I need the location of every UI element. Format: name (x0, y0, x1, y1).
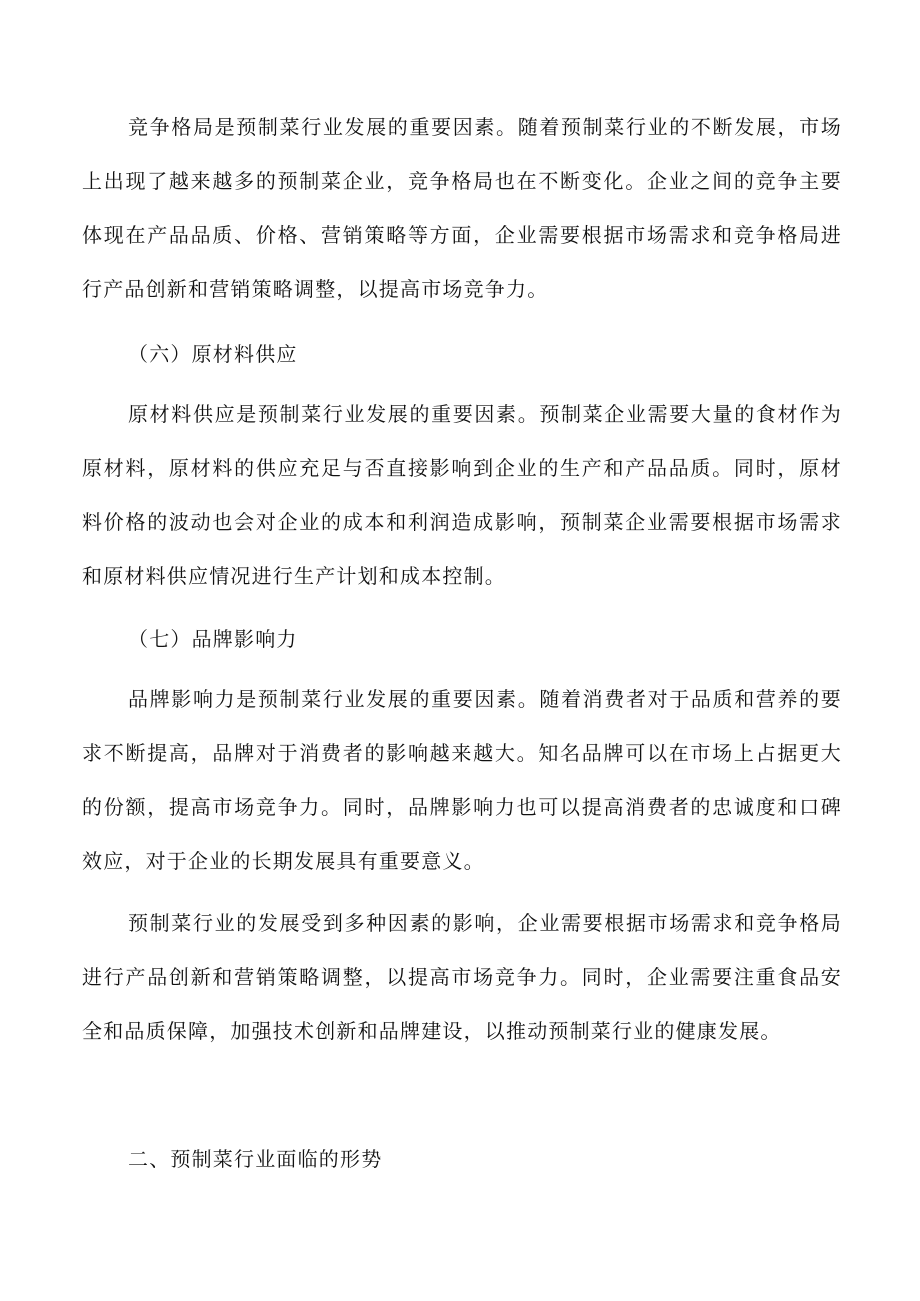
paragraph-raw-materials: 原材料供应是预制菜行业发展的重要因素。预制菜企业需要大量的食材作为原材料，原材料的供应充足与否直接影响到企业的生产和产品品质。同时，原材料价格的波动也会对企业的成本和利润造成影响，预制菜企业需要根据市场需求和原材料供应情况进行生产计划和成本控制。 (82, 402, 842, 588)
paragraph-competition: 竞争格局是预制菜行业发展的重要因素。随着预制菜行业的不断发展，市场上出现了越来越多的预制菜企业，竞争格局也在不断变化。企业之间的竞争主要体现在产品品质、价格、营销策略等方面，企业需要根据市场需求和竞争格局进行产品创新和营销策略调整，以提高市场竞争力。 (82, 115, 842, 301)
section-heading-situation: 二、预制菜行业面临的形势 (128, 1147, 383, 1171)
paragraph-brand: 品牌影响力是预制菜行业发展的重要因素。随着消费者对于品质和营养的要求不断提高，品牌对于消费者的影响越来越大。知名品牌可以在市场上占据更大的份额，提高市场竞争力。同时，品牌影响力也可以提高消费者的忠诚度和口碑效应，对于企业的长期发展具有重要意义。 (82, 687, 842, 873)
heading-raw-material-supply: （六）原材料供应 (128, 342, 298, 366)
heading-brand-influence: （七）品牌影响力 (128, 627, 298, 651)
paragraph-summary: 预制菜行业的发展受到多种因素的影响，企业需要根据市场需求和竞争格局进行产品创新和营销策略调整，以提高市场竞争力。同时，企业需要注重食品安全和品质保障，加强技术创新和品牌建设，以推动预制菜行业的健康发展。 (82, 911, 842, 1043)
